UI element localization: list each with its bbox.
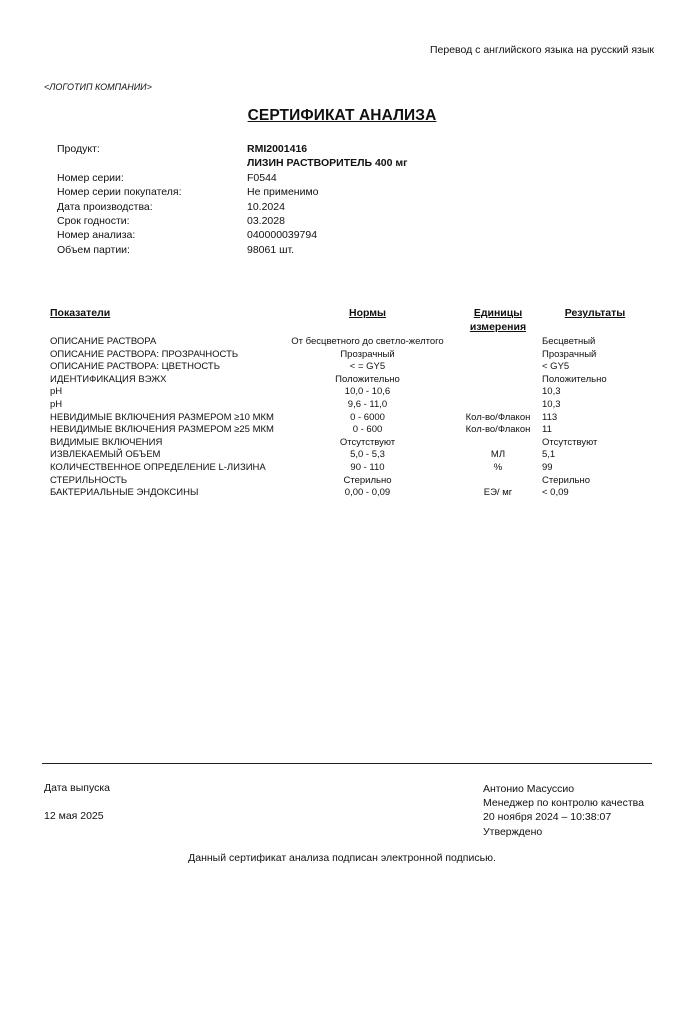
- info-field-label: Номер серии покупателя:: [57, 186, 182, 199]
- product-name-row: [57, 156, 408, 170]
- table-row: [0, 374, 684, 387]
- table-row: [0, 487, 684, 500]
- row-norm: < = GY5: [349, 361, 386, 373]
- table-row: [0, 424, 684, 437]
- row-parameter: ИДЕНТИФИКАЦИЯ ВЭЖХ: [50, 373, 167, 385]
- info-field-label: Срок годности:: [57, 214, 130, 227]
- esign-note: Данный сертификат анализа подписан электронной подписью.: [188, 852, 496, 864]
- row-norm: От бесцветного до светло-желтого: [291, 336, 444, 347]
- row-norm: Прозрачный: [340, 348, 395, 360]
- row-result: < GY5: [542, 361, 570, 373]
- row-norm: 0,00 - 0,09: [344, 487, 391, 499]
- row-unit: МЛ: [490, 449, 506, 461]
- table-row: [0, 336, 684, 349]
- document-title: СЕРТИФИКАТ АНАЛИЗА: [247, 107, 437, 124]
- info-field-row: [57, 228, 408, 242]
- info-field-label: Объем партии:: [57, 243, 130, 256]
- row-parameter: pH: [50, 386, 63, 398]
- row-norm: 0 - 6000: [350, 411, 385, 423]
- info-field-label: Номер анализа:: [57, 229, 136, 242]
- signer-title: Менеджер по контролю качества: [483, 797, 644, 810]
- row-parameter: ИЗВЛЕКАЕМЫЙ ОБЪЕМ: [50, 449, 161, 461]
- row-parameter: КОЛИЧЕСТВЕННОЕ ОПРЕДЕЛЕНИЕ L-ЛИЗИНА: [50, 461, 266, 473]
- info-field-row: [57, 185, 408, 199]
- row-unit: Кол-во/Флакон: [465, 411, 531, 423]
- issue-date-label: Дата выпуска: [44, 782, 111, 794]
- signer-name: Антонио Масуссио: [483, 783, 575, 795]
- row-norm: 5,0 - 5,3: [350, 449, 385, 461]
- row-parameter: ОПИСАНИЕ РАСТВОРА: ЦВЕТНОСТЬ: [50, 361, 220, 373]
- header-norms: Нормы: [348, 307, 386, 319]
- row-norm: 9,6 - 11,0: [347, 398, 388, 410]
- sign-datetime: 20 ноября 2024 – 10:38:07: [483, 811, 612, 824]
- row-result: 99: [542, 461, 553, 473]
- row-parameter: НЕВИДИМЫЕ ВКЛЮЧЕНИЯ РАЗМЕРОМ ≥10 МКМ: [50, 411, 274, 423]
- info-field-label: Дата производства:: [57, 200, 153, 213]
- table-row: [0, 412, 684, 425]
- row-norm: Стерильно: [343, 474, 392, 486]
- row-result: 11: [542, 424, 552, 436]
- row-unit: %: [493, 461, 503, 473]
- company-logo-placeholder: <ЛОГОТИП КОМПАНИИ>: [44, 82, 152, 92]
- row-result: < 0,09: [542, 487, 569, 499]
- table-row: [0, 475, 684, 488]
- row-result: Положительно: [542, 373, 607, 385]
- translation-note: Перевод с английского языка на русский язык: [429, 44, 654, 56]
- info-field-row: [57, 200, 408, 214]
- table-row: [0, 437, 684, 450]
- table-row: [0, 399, 684, 412]
- info-field-value: 10.2024: [247, 200, 285, 213]
- results-table-header: [0, 306, 684, 336]
- product-name: ЛИЗИН РАСТВОРИТЕЛЬ 400 мг: [247, 157, 408, 170]
- row-norm: 0 - 600: [352, 424, 383, 436]
- product-info-block: [57, 142, 408, 257]
- info-field-value: F0544: [247, 171, 277, 184]
- table-row: [0, 349, 684, 362]
- info-field-value: Не применимо: [247, 186, 319, 199]
- header-units: Единицы измерения: [469, 307, 527, 333]
- row-parameter: pH: [50, 398, 63, 410]
- row-result: 5,1: [542, 449, 556, 461]
- results-table-body: [0, 336, 684, 500]
- row-result: Отсутствуют: [542, 436, 598, 448]
- header-results: Результаты: [564, 307, 626, 319]
- row-result: Стерильно: [542, 474, 591, 486]
- row-norm: Положительно: [335, 373, 400, 385]
- product-label: Продукт:: [57, 143, 100, 155]
- header-parameter: Показатели: [50, 307, 111, 319]
- row-norm: 10,0 - 10,6: [344, 386, 391, 398]
- table-row: [0, 386, 684, 399]
- row-norm: 90 - 110: [350, 461, 385, 473]
- info-field-row: [57, 243, 408, 257]
- table-row: [0, 449, 684, 462]
- product-code: RMI2001416: [247, 143, 308, 155]
- row-parameter: СТЕРИЛЬНОСТЬ: [50, 474, 128, 486]
- row-parameter: ОПИСАНИЕ РАСТВОРА: ПРОЗРАЧНОСТЬ: [50, 348, 239, 360]
- footer-divider: [42, 763, 652, 764]
- issue-date: 12 мая 2025: [44, 810, 104, 822]
- row-result: Бесцветный: [542, 336, 596, 347]
- sign-status: Утверждено: [483, 825, 543, 838]
- info-field-value: 040000039794: [247, 229, 318, 242]
- table-row: [0, 361, 684, 374]
- row-unit: Кол-во/Флакон: [465, 424, 531, 436]
- info-field-value: 03.2028: [247, 214, 285, 227]
- row-unit: ЕЭ/ мг: [483, 487, 513, 499]
- row-parameter: ОПИСАНИЕ РАСТВОРА: [50, 336, 157, 347]
- product-code-row: [57, 142, 408, 156]
- info-field-row: [57, 171, 408, 185]
- info-field-value: 98061 шт.: [247, 243, 295, 256]
- table-row: [0, 462, 684, 475]
- row-result: Прозрачный: [542, 348, 597, 360]
- row-result: 10,3: [542, 386, 561, 398]
- row-parameter: БАКТЕРИАЛЬНЫЕ ЭНДОКСИНЫ: [50, 487, 199, 499]
- row-parameter: НЕВИДИМЫЕ ВКЛЮЧЕНИЯ РАЗМЕРОМ ≥25 МКМ: [50, 424, 274, 436]
- row-result: 113: [542, 411, 558, 423]
- row-norm: Отсутствуют: [339, 436, 396, 448]
- row-parameter: ВИДИМЫЕ ВКЛЮЧЕНИЯ: [50, 436, 163, 448]
- row-result: 10,3: [542, 398, 561, 410]
- info-field-row: [57, 214, 408, 228]
- info-field-label: Номер серии:: [57, 171, 124, 184]
- signature-block: [483, 782, 644, 839]
